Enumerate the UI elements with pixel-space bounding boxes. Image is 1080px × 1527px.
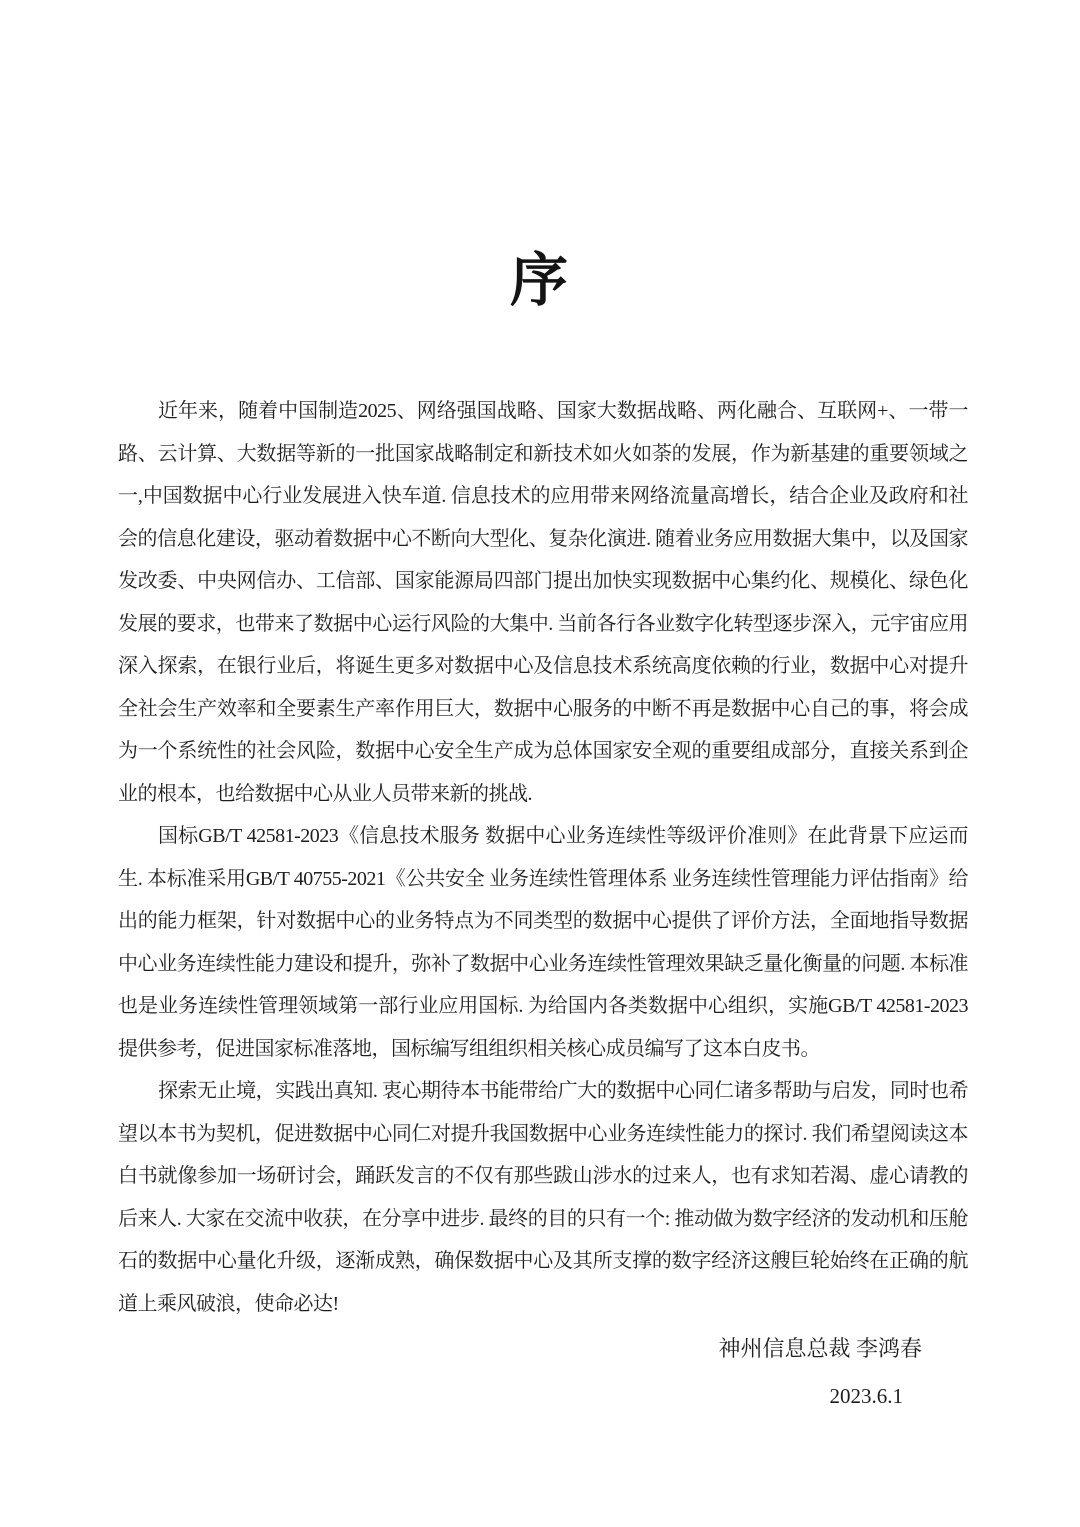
preface-body bbox=[0, 390, 1080, 1325]
signature-line: 神州信息总裁 李鸿春 bbox=[718, 1336, 922, 1361]
preface-paragraph-1: 近年来，随着中国制造2025、网络强国战略、国家大数据战略、两化融合、互联网+、一带一路、云计算、大数据等新的一批国家战略制定和新技术如火如荼的发展，作为新基建的重要领域之一,中国数据中心行业发展进入快车道. 信息技术的应用带来网络流量高增长，结合企业及政府和社会的信息化建设，驱动着数据中心不断向大型化、复杂化演进. 随着业务应用数据大集中，以及国家发改委、中央网信办、工信部、国家能源局四部门提出加快实现数据中心集约化、规模化、绿色化发展的要求，也带来了数据中心运行风险的大集中. 当前各行各业数字化转型逐步深入，元宇宙应用深入探索，在银行业后，将诞生更多对数据中心及信息技术系统高度依赖的行业，数据中心对提升全社会生产效率和全要素生产率作用巨大，数据中心服务的中断不再是数据中心自己的事，将会成为一个系统性的社会风险，数据中心安全生产成为总体国家安全观的重要组成部分，直接关系到企业的根本，也给数据中心从业人员带来新的挑战. bbox=[118, 400, 968, 805]
preface-paragraph-2: 国标GB/T 42581-2023《信息技术服务 数据中心业务连续性等级评价准则》在此背景下应运而生. 本标准采用GB/T 40755-2021《公共安全 业务连续性管理体系 业务连续性管理能力评估指南》给出的能力框架，针对数据中心的业务特点为不同类型的数据中心提供了评价方法，全面地指导数据中心业务连续性能力建设和提升，弥补了数据中心业务连续性管理效果缺乏量化衡量的问题. 本标准也是业务连续性管理领域第一部行业应用国标. 为给国内各类数据中心组织，实施GB/T 42581-2023提供参考，促进国家标准落地，国标编写组组织相关核心成员编写了这本白皮书。 bbox=[118, 825, 968, 1060]
preface-paragraph-3: 探索无止境，实践出真知. 衷心期待本书能带给广大的数据中心同仁诸多帮助与启发，同时也希望以本书为契机，促进数据中心同仁对提升我国数据中心业务连续性能力的探讨. 我们希望阅读这本白书就像参加一场研讨会，踊跃发言的不仅有那些跋山涉水的过来人，也有求知若渴、虚心请教的后来人. 大家在交流中收获，在分享中进步. 最终的目的只有一个: 推动做为数字经济的发动机和压舱石的数据中心量化升级，逐渐成熟，确保数据中心及其所支撑的数字经济这艘巨轮始终在正确的航道上乘风破浪，使命必达! bbox=[118, 1080, 968, 1315]
page-title: 序 bbox=[509, 248, 570, 313]
date-line: 2023.6.1 bbox=[829, 1384, 903, 1409]
